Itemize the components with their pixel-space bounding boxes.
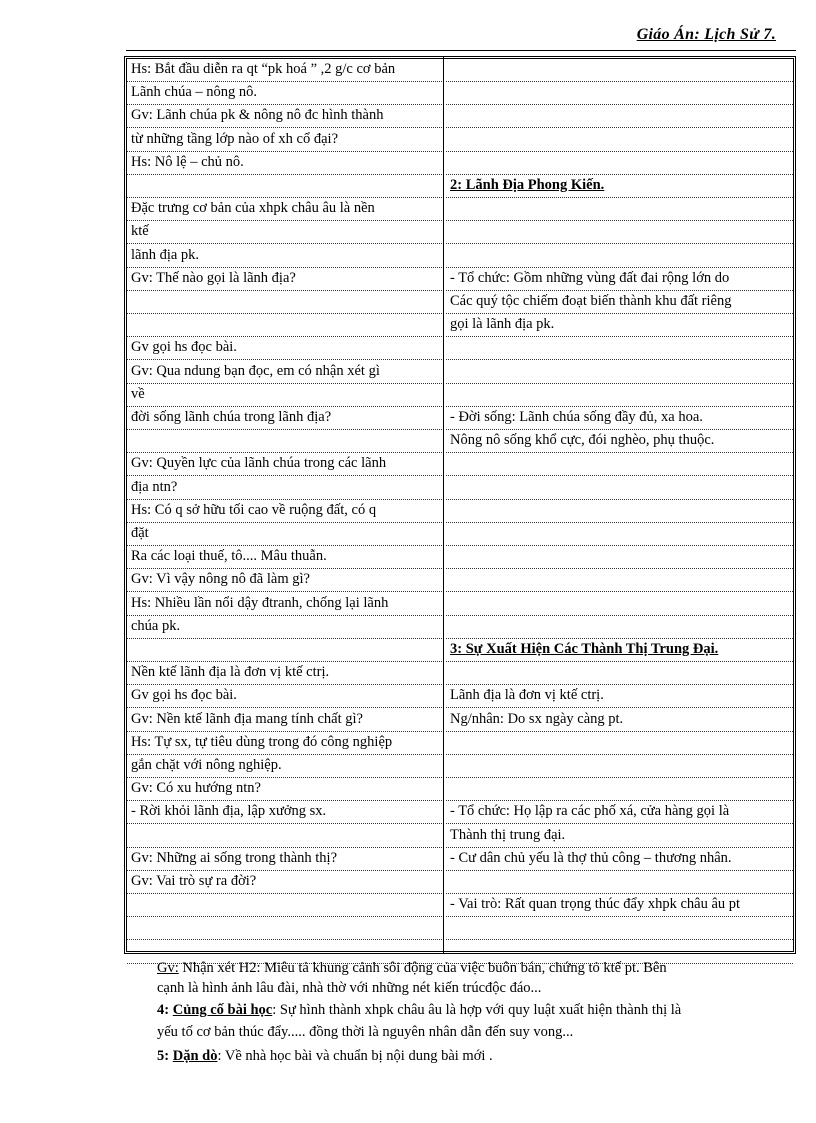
table-cell-right [446, 523, 793, 546]
table-cell-right [446, 453, 793, 476]
table-cell-right: Ng/nhân: Do sx ngày càng pt. [446, 709, 793, 732]
gv-text-line1: Nhận xét H2: Miêu tả khung cảnh sôi động của việc buôn bán, chứng tỏ ktế pt. Bên [178, 960, 667, 976]
table-cell-left [127, 917, 442, 940]
table-cell-right: 3: Sự Xuất Hiện Các Thành Thị Trung Đại. [446, 639, 793, 662]
table-cell-left: Hs: Có q sở hữu tối cao về ruộng đất, có q [127, 500, 442, 523]
table-cell-left: gắn chặt với nông nghiệp. [127, 755, 442, 778]
table-cell-right [446, 384, 793, 407]
table-cell-left: Gv: Vì vậy nông nô đã làm gì? [127, 569, 442, 592]
table-cell-left: đời sống lãnh chúa trong lãnh địa? [127, 407, 442, 430]
table-cell-left: Gv: Những ai sống trong thành thị? [127, 848, 442, 871]
table-cell-right [446, 105, 793, 128]
table-cell-left: Hs: Nhiều lần nổi dậy đtranh, chống lại lãnh [127, 593, 442, 616]
table-cell-right [446, 546, 793, 569]
gv-label: Gv: [157, 960, 179, 976]
table-cell-right [446, 500, 793, 523]
table-cell-left: về [127, 384, 442, 407]
section-5-number: 5: [157, 1048, 173, 1064]
page-header-title: Giáo Án: Lịch Sử 7. [636, 26, 776, 43]
header-rule [126, 50, 796, 51]
table-cell-left: Gv: Vai trò sự ra đời? [127, 871, 442, 894]
table-cell-right [446, 245, 793, 268]
table-cell-right: Nông nô sống khổ cực, đói nghèo, phụ thuộc. [446, 430, 793, 453]
table-cell-left: Gv: Qua ndung bạn đọc, em có nhận xét gì [127, 361, 442, 384]
table-cell-right [446, 917, 793, 940]
table-cell-right [446, 778, 793, 801]
table-cell-right [446, 59, 793, 82]
table-cell-right: - Tổ chức: Gồm những vùng đất đai rộng lớn do [446, 268, 793, 291]
table-cell-left [127, 291, 442, 314]
table-cell-left: Ra các loại thuế, tô.... Mâu thuẫn. [127, 546, 442, 569]
teacher-comment-cont [157, 978, 777, 998]
section-4-number: 4: [157, 1002, 173, 1018]
table-cell-right: Các quý tộc chiếm đoạt biến thành khu đất riêng [446, 291, 793, 314]
table-cell-left: Hs: Tự sx, tự tiêu dùng trong đó công nghiệp [127, 732, 442, 755]
table-cell-right [446, 477, 793, 500]
table-cell-right [446, 198, 793, 221]
section-5-text: : Về nhà học bài và chuẩn bị nội dung bài mới . [217, 1048, 493, 1064]
section-5-label: Dặn dò [172, 1048, 218, 1064]
table-cell-left: Gv: Có xu hướng ntn? [127, 778, 442, 801]
table-cell-left: địa ntn? [127, 477, 442, 500]
table-cell-right [446, 221, 793, 244]
table-cell-right [446, 82, 793, 105]
table-cell-left: - Rời khỏi lãnh địa, lập xưởng sx. [127, 801, 442, 824]
table-cell-right [446, 755, 793, 778]
table-cell-left [127, 430, 442, 453]
table-cell-left: lãnh địa pk. [127, 245, 442, 268]
table-cell-left [127, 639, 442, 662]
table-cell-left: Lãnh chúa – nông nô. [127, 82, 442, 105]
table-cell-left: Gv gọi hs đọc bài. [127, 337, 442, 360]
table-cell-left: Gv: Nền ktế lãnh địa mang tính chất gì? [127, 709, 442, 732]
table-cell-right [446, 129, 793, 152]
gv-text-line2: cạnh là hình ảnh lâu đài, nhà thờ với những nét kiến trúcđộc đáo... [157, 980, 542, 996]
table-cell-right: - Cư dân chủ yếu là thợ thủ công – thương nhân. [446, 848, 793, 871]
table-cell-left: chúa pk. [127, 616, 442, 639]
table-cell-right [446, 871, 793, 894]
section-4-cont [157, 1022, 777, 1042]
table-cell-right: Lãnh địa là đơn vị ktế ctrị. [446, 685, 793, 708]
table-cell-left: đặt [127, 523, 442, 546]
table-cell-right: gọi là lãnh địa pk. [446, 314, 793, 337]
column-divider [443, 56, 444, 954]
table-cell-right: Thành thị trung đại. [446, 825, 793, 848]
table-cell-right [446, 732, 793, 755]
table-cell-right: - Vai trò: Rất quan trọng thúc đẩy xhpk châu âu pt [446, 894, 793, 917]
table-cell-right [446, 337, 793, 360]
table-cell-left: ktế [127, 221, 442, 244]
table-cell-right [446, 593, 793, 616]
table-cell-left: Gv: Lãnh chúa pk & nông nô đc hình thành [127, 105, 442, 128]
section-4 [157, 1000, 777, 1020]
table-cell-right: 2: Lãnh Địa Phong Kiến. [446, 175, 793, 198]
table-cell-left: Đặc trưng cơ bản của xhpk châu âu là nền [127, 198, 442, 221]
table-cell-left: Gv: Quyền lực của lãnh chúa trong các lãnh [127, 453, 442, 476]
section-4-label: Củng cố bài học [172, 1002, 273, 1018]
table-cell-left: Gv: Thế nào gọi là lãnh địa? [127, 268, 442, 291]
table-cell-left: Hs: Bắt đầu diễn ra qt “pk hoá ” ,2 g/c cơ bản [127, 59, 442, 82]
table-cell-left: Gv gọi hs đọc bài. [127, 685, 442, 708]
table-cell-right: - Tổ chức: Họ lập ra các phố xá, cửa hàng gọi là [446, 801, 793, 824]
section-4-text-line2: yếu tố cơ bản thúc đẩy..... đồng thời là nguyên nhân dẫn đến suy vong... [157, 1024, 574, 1040]
table-cell-right [446, 569, 793, 592]
table-cell-left [127, 825, 442, 848]
table-cell-right [446, 152, 793, 175]
table-cell-left: Nền ktế lãnh địa là đơn vị ktế ctrị. [127, 662, 442, 685]
table-cell-right [446, 361, 793, 384]
table-cell-right [446, 662, 793, 685]
table-cell-right: - Đời sống: Lãnh chúa sống đầy đủ, xa hoa. [446, 407, 793, 430]
table-cell-right [446, 616, 793, 639]
table-cell-left [127, 175, 442, 198]
section-5 [157, 1046, 777, 1066]
teacher-comment [157, 958, 777, 978]
section-4-text-line1: : Sự hình thành xhpk châu âu là hợp với quy luật xuất hiện thành thị là [272, 1002, 682, 1018]
table-cell-left [127, 314, 442, 337]
table-cell-left: từ những tầng lớp nào of xh cổ đại? [127, 129, 442, 152]
table-cell-left [127, 894, 442, 917]
table-cell-left: Hs: Nô lệ – chủ nô. [127, 152, 442, 175]
